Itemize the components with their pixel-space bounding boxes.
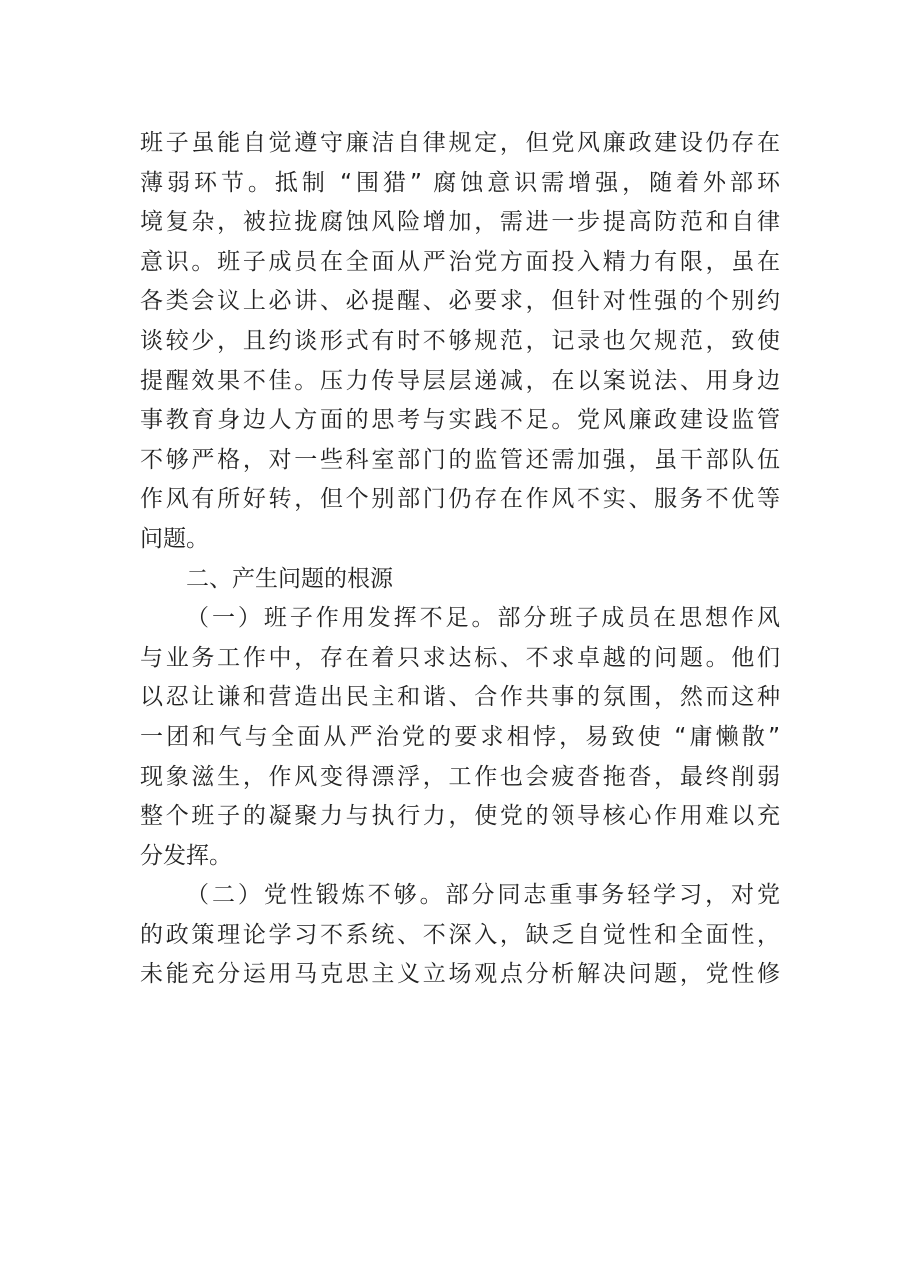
- text-line: 未能充分运用马克思主义立场观点分析解决问题，党性修: [140, 961, 780, 988]
- text-line: 一团和气与全面从严治党的要求相悖，易致使 “庸懒散”: [140, 723, 780, 750]
- text-line: 不够严格，对一些科室部门的监管还需加强，虽干部队伍: [140, 446, 780, 473]
- text-line: 提醒效果不佳。压力传导层层递减，在以案说法、用身边: [140, 367, 780, 394]
- text-line: 各类会议上必讲、必提醒、必要求，但针对性强的个别约: [140, 288, 780, 315]
- text-line: 整个班子的凝聚力与执行力，使党的领导核心作用难以充: [140, 803, 780, 830]
- text-line: 境复杂，被拉拢腐蚀风险增加，需进一步提高防范和自律: [140, 209, 780, 236]
- section-heading: 二、产生问题的根源: [186, 565, 393, 592]
- text-line: 与业务工作中，存在着只求达标、不求卓越的问题。他们: [140, 644, 780, 671]
- text-line: 的政策理论学习不系统、不深入，缺乏自觉性和全面性，: [140, 921, 780, 948]
- text-line: 意识。班子成员在全面从严治党方面投入精力有限，虽在: [140, 248, 780, 275]
- paragraph-first-line: （一）班子作用发挥不足。部分班子成员在思想作风: [186, 605, 780, 632]
- text-line: 谈较少，且约谈形式有时不够规范，记录也欠规范，致使: [140, 327, 780, 354]
- document-body: [140, 124, 780, 995]
- text-line: 作风有所好转，但个别部门仍存在作风不实、服务不优等: [140, 486, 780, 513]
- text-line: 事教育身边人方面的思考与实践不足。党风廉政建设监管: [140, 407, 780, 434]
- text-line: 以忍让谦和营造出民主和谐、合作共事的氛围，然而这种: [140, 684, 780, 711]
- text-line: 班子虽能自觉遵守廉洁自律规定，但党风廉政建设仍存在: [140, 130, 780, 156]
- text-line: 薄弱环节。抵制 “围猎” 腐蚀意识需增强，随着外部环: [140, 169, 780, 196]
- text-line: 分发挥。: [140, 842, 232, 869]
- paragraph-first-line: （二）党性锻炼不够。部分同志重事务轻学习，对党: [186, 882, 780, 909]
- text-line: 现象滋生，作风变得漂浮，工作也会疲沓拖沓，最终削弱: [140, 763, 780, 790]
- text-line: 问题。: [140, 525, 209, 552]
